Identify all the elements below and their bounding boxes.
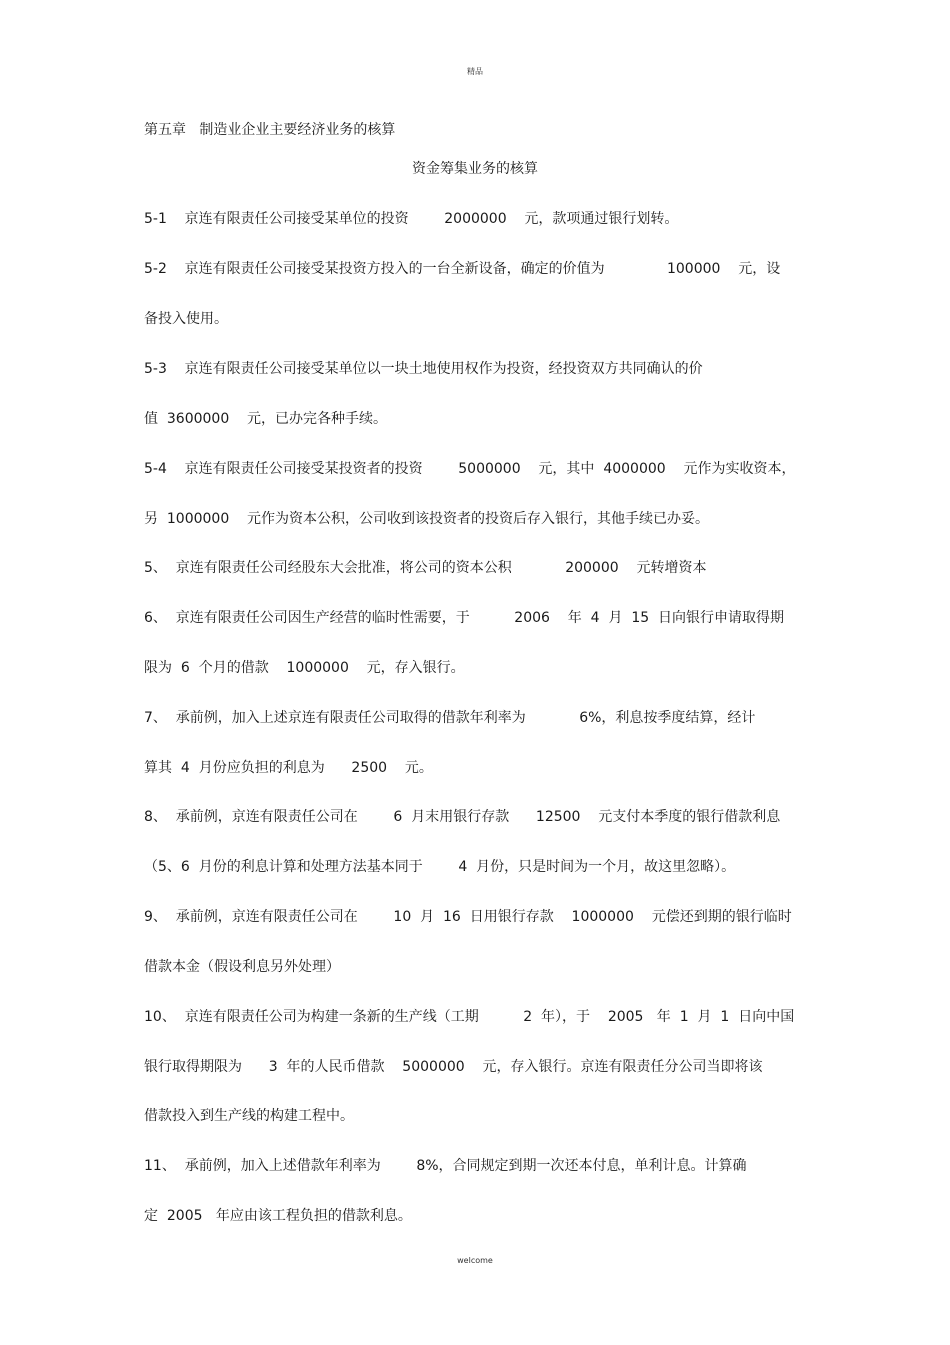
paragraph-line: 10、 京连有限责任公司为构建一条新的生产线（工期 2 年），于 2005 年 1 月 1 日向中国 <box>144 1009 795 1025</box>
paragraph-line: （5、6 月份的利息计算和处理方法基本同于 4 月份，只是时间为一个月，故这里忽略）。 <box>144 859 736 875</box>
paragraph-line: 5-4 京连有限责任公司接受某投资者的投资 5000000 元，其中 4000000 元作为实收资本， <box>144 461 796 477</box>
paragraph-line: 定 2005 年应由该工程负担的借款利息。 <box>144 1208 412 1224</box>
paragraph-line: 5、 京连有限责任公司经股东大会批准，将公司的资本公积 200000 元转增资本 <box>144 560 707 576</box>
paragraph-line: 银行取得期限为 3 年的人民币借款 5000000 元，存入银行。京连有限责任分公司当即将该 <box>144 1059 763 1075</box>
paragraph-line: 借款投入到生产线的构建工程中。 <box>144 1108 354 1124</box>
paragraph-line: 值 3600000 元，已办完各种手续。 <box>144 411 388 427</box>
paragraph-line: 11、 承前例，加入上述借款年利率为 8%，合同规定到期一次还本付息，单利计息。计算确 <box>144 1158 747 1174</box>
paragraph-line: 另 1000000 元作为资本公积，公司收到该投资者的投资后存入银行，其他手续已办妥。 <box>144 511 710 527</box>
paragraph-line: 借款本金（假设利息另外处理） <box>144 959 340 975</box>
paragraph-line: 7、 承前例，加入上述京连有限责任公司取得的借款年利率为 6%，利息按季度结算，经计 <box>144 710 756 726</box>
paragraph-line: 备投入使用。 <box>144 311 228 327</box>
paragraph-line: 5-1 京连有限责任公司接受某单位的投资 2000000 元，款项通过银行划转。 <box>144 211 679 227</box>
paragraph-line: 算其 4 月份应负担的利息为 2500 元。 <box>144 760 433 776</box>
header-watermark: 精品 <box>467 67 483 76</box>
section-title: 资金筹集业务的核算 <box>412 161 538 177</box>
paragraph-line: 5-3 京连有限责任公司接受某单位以一块土地使用权作为投资，经投资双方共同确认的价 <box>144 361 703 377</box>
chapter-title: 第五章 制造业企业主要经济业务的核算 <box>144 122 396 138</box>
footer-watermark: welcome <box>457 1256 493 1265</box>
paragraph-line: 5-2 京连有限责任公司接受某投资方投入的一台全新设备，确定的价值为 100000 元，设 <box>144 261 781 277</box>
paragraph-line: 8、 承前例，京连有限责任公司在 6 月末用银行存款 12500 元支付本季度的银行借款利息 <box>144 809 781 825</box>
paragraph-line: 限为 6 个月的借款 1000000 元，存入银行。 <box>144 660 465 676</box>
paragraph-line: 6、 京连有限责任公司因生产经营的临时性需要，于 2006 年 4 月 15 日向银行申请取得期 <box>144 610 785 626</box>
paragraph-line: 9、 承前例，京连有限责任公司在 10 月 16 日用银行存款 1000000 元偿还到期的银行临时 <box>144 909 792 925</box>
